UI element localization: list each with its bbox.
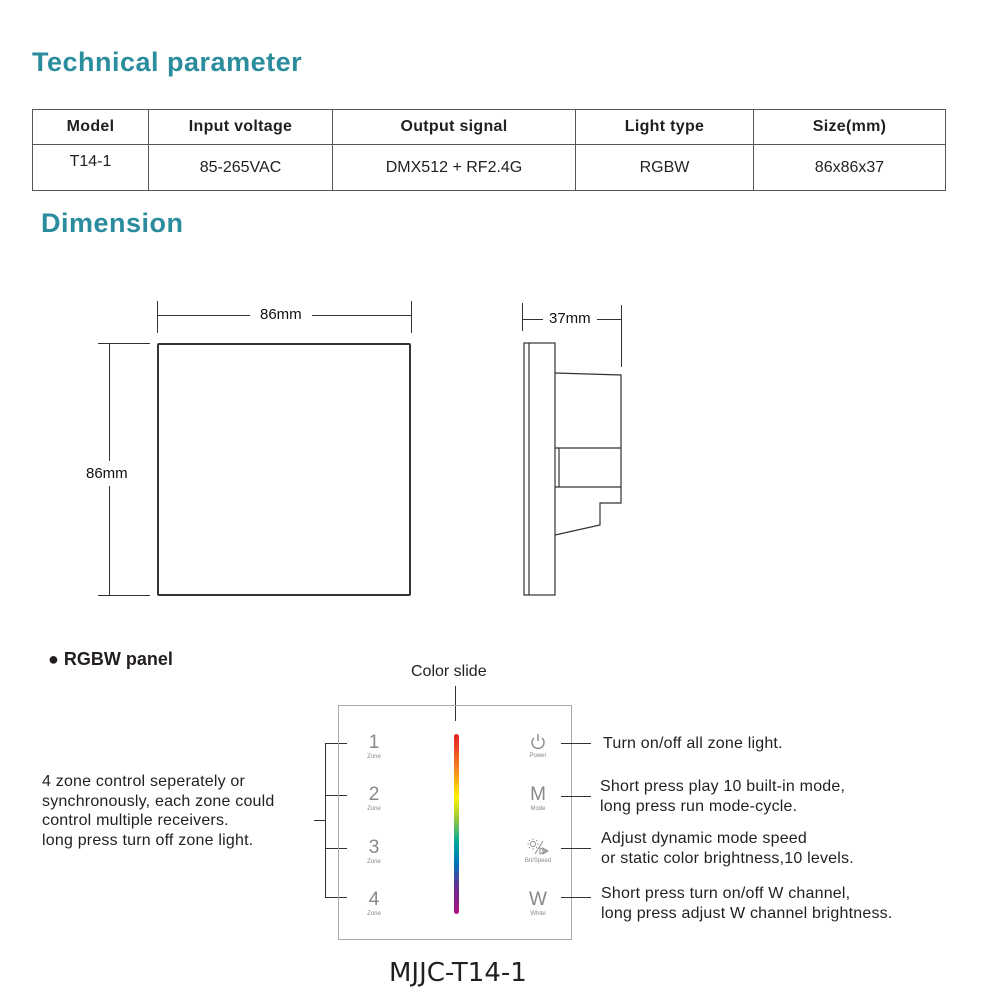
power-description [603, 734, 783, 754]
cell-model: T14-1 [33, 145, 149, 191]
zone-description [42, 772, 275, 850]
zone-label: Zone [367, 754, 381, 760]
zone-number: 3 [368, 837, 380, 858]
desc-line: Adjust dynamic mode speed [601, 830, 807, 847]
desc-line: or static color brightness,10 levels. [601, 849, 854, 867]
cell-size: 86x86x37 [754, 145, 946, 191]
rgbw-panel-title [48, 649, 173, 670]
cell-light-type: RGBW [576, 145, 754, 191]
zone-label: Zone [367, 911, 381, 917]
header-model: Model [33, 110, 149, 145]
front-panel-outline [157, 343, 411, 596]
zone-label: Zone [367, 806, 381, 812]
rgbw-panel-title-text: RGBW panel [63, 649, 173, 669]
dimension-title: Dimension [41, 208, 184, 238]
side-profile-icon [520, 340, 630, 600]
cell-input-voltage: 85-265VAC [149, 145, 333, 191]
bullet-icon: ● [48, 649, 64, 669]
power-key[interactable] [518, 733, 558, 760]
zone-4-key[interactable] [354, 890, 394, 918]
white-key[interactable] [518, 890, 558, 918]
zone-desc-line: synchronously, each zone could [42, 792, 275, 810]
mode-label: Mode [530, 806, 546, 812]
zone-desc-line: control multiple receivers. [42, 812, 229, 829]
brightness-speed-key[interactable] [518, 838, 558, 865]
zone-number: 1 [368, 732, 380, 753]
header-input-voltage: Input voltage [149, 110, 333, 145]
color-slider[interactable] [454, 734, 459, 914]
zone-2-key[interactable] [354, 785, 394, 813]
color-slide-label: Color slide [411, 663, 487, 680]
brightness-speed-icon [527, 838, 549, 856]
zone-1-key[interactable] [354, 733, 394, 761]
zone-desc-line: long press turn off zone light. [42, 831, 254, 849]
brightness-speed-label: Bri/Speed [524, 858, 552, 864]
table-row [33, 145, 946, 191]
white-glyph: W [529, 889, 547, 910]
power-label: Power [529, 753, 547, 759]
front-width-label: 86mm [250, 306, 312, 323]
brightness-speed-description [601, 829, 854, 868]
white-description [601, 884, 893, 923]
model-label: MJJC-T14-1 [389, 958, 527, 988]
table-header-row [33, 110, 946, 145]
technical-parameter-title: Technical parameter [32, 47, 303, 77]
zone-desc-line: 4 zone control seperately or [42, 773, 246, 790]
zone-number: 2 [368, 784, 380, 805]
header-size: Size(mm) [754, 110, 946, 145]
desc-line: Short press play 10 built-in mode, [600, 778, 846, 795]
zone-label: Zone [367, 859, 381, 865]
mode-glyph: M [530, 784, 546, 805]
header-light-type: Light type [576, 110, 754, 145]
touch-panel [338, 705, 572, 940]
front-height-label: 86mm [86, 461, 128, 486]
power-icon [530, 733, 546, 751]
mode-key[interactable] [518, 785, 558, 813]
mode-description [600, 777, 845, 816]
spec-table [32, 109, 946, 191]
desc-line: Turn on/off all zone light. [603, 735, 783, 752]
desc-line: long press run mode-cycle. [600, 797, 798, 815]
zone-3-key[interactable] [354, 838, 394, 866]
desc-line: Short press turn on/off W channel, [601, 885, 851, 902]
white-label: White [530, 911, 546, 917]
cell-output-signal: DMX512 + RF2.4G [333, 145, 576, 191]
zone-number: 4 [368, 889, 380, 910]
side-depth-label: 37mm [543, 310, 597, 327]
header-output-signal: Output signal [333, 110, 576, 145]
desc-line: long press adjust W channel brightness. [601, 904, 893, 922]
